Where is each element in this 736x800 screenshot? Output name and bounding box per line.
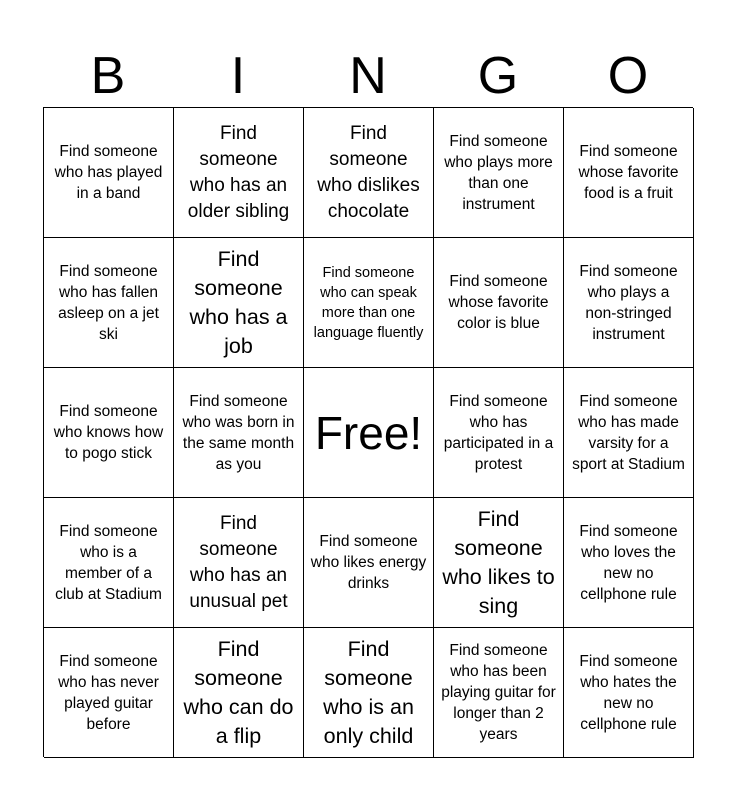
cell-text: Find someone who knows how to pogo stick: [53, 403, 164, 462]
cell-text: Find someone who can speak more than one language fluently: [313, 264, 424, 341]
bingo-cell[interactable]: [174, 628, 304, 758]
bingo-cell[interactable]: [564, 238, 694, 368]
cell-text: Find someone who has participated in a protest: [443, 392, 554, 473]
bingo-cell[interactable]: [44, 628, 174, 758]
header-letter-o: O: [607, 47, 649, 105]
bingo-cell[interactable]: [44, 368, 174, 498]
cell-text: Find someone who has a job: [189, 246, 288, 358]
cell-text: Find someone who has an unusual pet: [189, 512, 288, 612]
bingo-cell[interactable]: [174, 108, 304, 238]
bingo-cell[interactable]: [44, 108, 174, 238]
cell-text: Find someone whose favorite food is a fruit: [578, 143, 679, 202]
header-letter-g: G: [477, 47, 519, 105]
cell-text: Find someone who has fallen asleep on a jet ski: [58, 262, 159, 343]
bingo-cell[interactable]: [564, 108, 694, 238]
cell-text: Find someone who was born in the same month as you: [182, 392, 295, 473]
header-letter-b: B: [90, 47, 126, 105]
bingo-cell[interactable]: [174, 238, 304, 368]
bingo-cell[interactable]: [44, 238, 174, 368]
cell-text: Find someone who has been playing guitar for longer than 2 years: [441, 642, 556, 743]
cell-text: Find someone who has made varsity for a sport at Stadium: [572, 392, 685, 473]
bingo-cell[interactable]: [434, 498, 564, 628]
bingo-cell[interactable]: [434, 108, 564, 238]
cell-text: Find someone who is a member of a club at Stadium: [55, 522, 162, 603]
bingo-cell[interactable]: [434, 238, 564, 368]
bingo-cell[interactable]: [564, 368, 694, 498]
header-letter-i: I: [230, 47, 246, 105]
cell-text: Find someone who has played in a band: [54, 143, 163, 202]
bingo-cell[interactable]: [304, 498, 434, 628]
bingo-cell[interactable]: [434, 628, 564, 758]
bingo-board: [43, 107, 693, 757]
header-letter-n: N: [349, 47, 387, 105]
bingo-cell[interactable]: [564, 498, 694, 628]
bingo-cell[interactable]: [434, 368, 564, 498]
bingo-header: [43, 42, 693, 108]
cell-text: Find someone who plays a non-stringed instrument: [579, 262, 678, 343]
bingo-cell[interactable]: [304, 238, 434, 368]
cell-text: Find someone who hates the new no cellphone rule: [579, 652, 678, 733]
cell-text: Find someone who loves the new no cellphone rule: [579, 522, 678, 603]
bingo-cell[interactable]: [44, 498, 174, 628]
free-space-label: Free!: [314, 406, 423, 459]
cell-text: Find someone who can do a flip: [183, 636, 294, 748]
cell-text: Find someone who has never played guitar before: [58, 652, 159, 733]
bingo-cell[interactable]: [304, 108, 434, 238]
bingo-cell[interactable]: [304, 628, 434, 758]
cell-text: Find someone who plays more than one instrument: [444, 132, 553, 213]
cell-text: Find someone who likes to sing: [442, 506, 555, 618]
bingo-cell-free[interactable]: [304, 368, 434, 498]
cell-text: Find someone who likes energy drinks: [310, 533, 427, 592]
bingo-cell[interactable]: [174, 368, 304, 498]
cell-text: Find someone who dislikes chocolate: [317, 122, 420, 222]
cell-text: Find someone whose favorite color is blue: [448, 273, 549, 332]
bingo-cell[interactable]: [174, 498, 304, 628]
cell-text: Find someone who has an older sibling: [187, 122, 290, 222]
bingo-cell[interactable]: [564, 628, 694, 758]
cell-text: Find someone who is an only child: [323, 636, 414, 748]
